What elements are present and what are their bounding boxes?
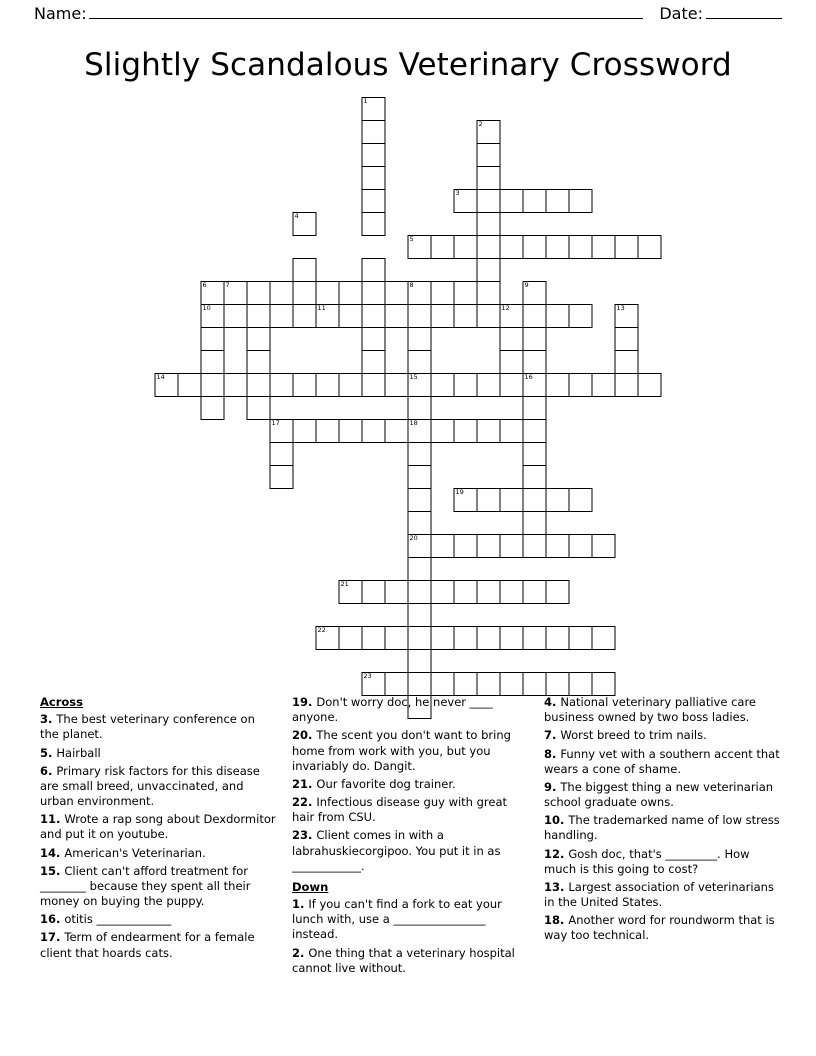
grid-cell[interactable] [247,304,271,328]
across-heading: Across [40,695,83,709]
date-blank-line [706,5,782,19]
grid-cell[interactable] [523,442,547,466]
grid-cell[interactable] [454,626,478,650]
grid-cell[interactable] [247,327,271,351]
cell-number: 23 [363,672,372,680]
grid-cell[interactable] [362,373,386,397]
cell-number: 14 [156,373,165,381]
clue-item [544,913,780,943]
grid-cell[interactable] [477,534,501,558]
clue-text: If you can't find a fork to eat your lunch with, use a ________________ instead. [292,897,502,942]
grid-cell[interactable] [408,281,432,305]
grid-cell[interactable] [569,189,593,213]
clue-item [292,777,528,792]
clue-text: Our favorite dog trainer. [316,776,456,791]
cell-number: 1 [363,97,368,105]
grid-cell[interactable] [201,281,225,305]
grid-cell[interactable] [339,626,363,650]
grid-cell[interactable] [316,281,340,305]
clue-number: 11. [40,812,65,827]
grid-cell[interactable] [270,419,294,443]
grid-cell[interactable] [224,373,248,397]
grid-cell[interactable] [500,672,524,696]
clue-number: 23. [292,828,317,843]
grid-cell[interactable] [454,534,478,558]
grid-cell[interactable] [362,580,386,604]
clue-number: 10. [544,813,569,828]
grid-cell[interactable] [523,235,547,259]
crossword-grid-wrapper [34,97,782,687]
grid-cell[interactable] [454,304,478,328]
clue-item [544,747,780,777]
clues-area [40,695,780,979]
grid-cell[interactable] [247,281,271,305]
grid-cell[interactable] [638,235,662,259]
grid-cell[interactable] [500,626,524,650]
grid-cell[interactable] [569,672,593,696]
grid-cell[interactable] [385,373,409,397]
grid-cell[interactable] [362,212,386,236]
grid-cell[interactable] [293,212,317,236]
grid-cell[interactable] [293,419,317,443]
grid-cell[interactable] [500,235,524,259]
clue-number: 12. [544,846,569,861]
grid-cell[interactable] [477,120,501,144]
clue-text: Funny vet with a southern accent that wears a cone of shame. [544,746,780,776]
grid-cell[interactable] [546,626,570,650]
grid-cell[interactable] [454,189,478,213]
grid-cell[interactable] [454,488,478,512]
grid-cell[interactable] [500,534,524,558]
grid-cell[interactable] [592,534,616,558]
cell-number: 3 [455,189,460,197]
grid-cell[interactable] [155,373,179,397]
clues-column-2 [292,695,528,979]
clue-number: 1. [292,897,309,912]
clue-text: Don't worry doc, he never ____ anyone. [292,695,493,725]
grid-cell[interactable] [615,304,639,328]
grid-cell[interactable] [431,235,455,259]
grid-cell[interactable] [477,258,501,282]
clue-number: 2. [292,945,309,960]
grid-cell[interactable] [523,672,547,696]
clue-item [544,728,780,743]
clue-item [544,880,780,910]
cell-number: 21 [340,580,349,588]
grid-cell[interactable] [523,580,547,604]
grid-cell[interactable] [224,304,248,328]
grid-cell[interactable] [477,626,501,650]
grid-cell[interactable] [247,373,271,397]
cell-number: 6 [202,281,207,289]
grid-cell[interactable] [523,534,547,558]
grid-cell[interactable] [201,373,225,397]
clue-text: One thing that a veterinary hospital cannot live without. [292,945,515,975]
clue-text: Primary risk factors for this disease are small breed, unvaccinated, and urban environment. [40,763,260,809]
grid-cell[interactable] [523,350,547,374]
grid-cell[interactable] [316,626,340,650]
grid-cell[interactable] [500,350,524,374]
date-label: Date: [659,4,703,23]
clue-number: 3. [40,712,57,727]
grid-cell[interactable] [385,580,409,604]
clue-number: 20. [292,728,317,743]
grid-cell[interactable] [408,649,432,673]
clue-number: 15. [40,863,65,878]
grid-cell[interactable] [523,419,547,443]
grid-cell[interactable] [523,373,547,397]
grid-cell[interactable] [408,419,432,443]
grid-cell[interactable] [592,626,616,650]
grid-cell[interactable] [500,189,524,213]
grid-cell[interactable] [500,419,524,443]
grid-cell[interactable] [477,488,501,512]
grid-cell[interactable] [523,304,547,328]
grid-cell[interactable] [431,534,455,558]
name-date-line [34,0,782,23]
grid-cell[interactable] [592,672,616,696]
grid-cell[interactable] [408,511,432,535]
clue-item [40,746,276,761]
grid-cell[interactable] [477,189,501,213]
clue-item [40,812,276,842]
clue-text: Largest association of veterinarians in the United States. [544,879,774,910]
clue-item [292,728,528,774]
grid-cell[interactable] [385,672,409,696]
grid-cell[interactable] [270,304,294,328]
clue-number: 4. [544,695,561,709]
grid-cell[interactable] [408,350,432,374]
clue-text: The biggest thing a new veterinarian school graduate owns. [544,779,774,810]
grid-cell[interactable] [408,603,432,627]
clue-text: American's Veterinarian. [64,845,206,860]
grid-cell[interactable] [178,373,202,397]
clue-item [292,695,528,725]
grid-cell[interactable] [408,442,432,466]
grid-cell[interactable] [431,281,455,305]
name-label: Name: [34,4,87,23]
cell-number: 13 [616,304,625,312]
clue-item [292,828,528,874]
grid-cell[interactable] [569,235,593,259]
clue-number: 9. [544,779,561,794]
clue-number: 22. [292,795,317,810]
clue-number: 7. [544,728,561,743]
grid-cell[interactable] [270,373,294,397]
grid-cell[interactable] [339,373,363,397]
clue-number: 17. [40,930,65,945]
grid-cell[interactable] [316,373,340,397]
cell-number: 5 [409,235,414,243]
grid-cell[interactable] [362,97,386,121]
grid-cell[interactable] [362,304,386,328]
clues-column-3 [544,695,780,979]
grid-cell[interactable] [546,580,570,604]
clue-text: Gosh doc, that's _________. How much is this going to cost? [544,846,750,876]
grid-cell[interactable] [592,235,616,259]
clue-text: Worst breed to trim nails. [560,728,707,743]
grid-cell[interactable] [385,304,409,328]
grid-cell[interactable] [270,281,294,305]
grid-cell[interactable] [293,373,317,397]
grid-cell[interactable] [270,465,294,489]
grid-cell[interactable] [339,304,363,328]
grid-cell[interactable] [500,580,524,604]
grid-cell[interactable] [431,580,455,604]
grid-cell[interactable] [523,189,547,213]
grid-cell[interactable] [293,258,317,282]
clue-number: 19. [292,695,317,709]
grid-cell[interactable] [408,488,432,512]
grid-cell[interactable] [592,373,616,397]
grid-cell[interactable] [339,281,363,305]
clue-number: 8. [544,746,561,761]
clues-column-1 [40,695,276,979]
grid-cell[interactable] [523,281,547,305]
grid-cell[interactable] [408,557,432,581]
grid-cell[interactable] [477,304,501,328]
grid-cell[interactable] [477,373,501,397]
grid-cell[interactable] [546,304,570,328]
cell-number: 15 [409,373,418,381]
grid-cell[interactable] [500,304,524,328]
clue-text: Hairball [56,745,101,760]
grid-cell[interactable] [546,534,570,558]
cell-number: 12 [501,304,510,312]
grid-cell[interactable] [615,373,639,397]
grid-cell[interactable] [569,626,593,650]
grid-cell[interactable] [638,373,662,397]
cell-number: 18 [409,419,418,427]
clue-text: The best veterinary conference on the planet. [40,712,255,742]
clue-text: otitis _____________ [64,912,172,927]
cell-number: 7 [225,281,230,289]
clue-item [40,912,276,927]
grid-cell[interactable] [270,442,294,466]
grid-cell[interactable] [316,419,340,443]
cell-number: 11 [317,304,326,312]
grid-cell[interactable] [454,580,478,604]
grid-cell[interactable] [615,350,639,374]
clue-item [40,712,276,742]
grid-cell[interactable] [385,281,409,305]
cell-number: 10 [202,304,211,312]
grid-cell[interactable] [247,396,271,420]
clue-item [544,847,780,877]
grid-cell[interactable] [500,327,524,351]
cell-number: 19 [455,488,464,496]
cell-number: 8 [409,281,414,289]
clue-text: Term of endearment for a female client that hoards cats. [40,930,255,960]
grid-cell[interactable] [339,580,363,604]
grid-cell[interactable] [408,626,432,650]
crossword-grid[interactable] [155,97,662,719]
grid-cell[interactable] [454,419,478,443]
grid-cell[interactable] [454,672,478,696]
grid-cell[interactable] [546,672,570,696]
grid-cell[interactable] [546,189,570,213]
grid-cell[interactable] [408,672,432,696]
grid-cell[interactable] [454,281,478,305]
grid-cell[interactable] [316,304,340,328]
name-blank-line [89,5,644,19]
clue-item [292,946,528,976]
clue-item [292,897,528,943]
grid-cell[interactable] [500,373,524,397]
grid-cell[interactable] [362,281,386,305]
grid-cell[interactable] [431,419,455,443]
grid-cell[interactable] [408,580,432,604]
grid-cell[interactable] [454,235,478,259]
grid-cell[interactable] [362,258,386,282]
grid-cell[interactable] [362,143,386,167]
grid-cell[interactable] [523,488,547,512]
grid-cell[interactable] [546,373,570,397]
grid-cell[interactable] [362,120,386,144]
grid-cell[interactable] [201,396,225,420]
cell-number: 2 [478,120,483,128]
grid-cell[interactable] [546,488,570,512]
grid-cell[interactable] [408,465,432,489]
grid-cell[interactable] [431,373,455,397]
cell-number: 22 [317,626,326,634]
grid-cell[interactable] [454,373,478,397]
down-heading: Down [292,879,329,894]
grid-cell[interactable] [201,327,225,351]
grid-cell[interactable] [569,534,593,558]
grid-cell[interactable] [569,488,593,512]
grid-cell[interactable] [615,327,639,351]
grid-cell[interactable] [477,166,501,190]
grid-cell[interactable] [408,304,432,328]
clue-text: Client can't afford treatment for ________ because they spent all their money on buying the puppy. [40,863,251,909]
clue-text: Wrote a rap song about Dexdormitor and put it on youtube. [40,812,276,842]
clue-number: 5. [40,745,57,760]
clue-text: The scent you don't want to bring home from work with you, but you invariably do. Dangit. [292,728,511,773]
clue-text: Another word for roundworm that is way too technical. [544,913,775,943]
grid-cell[interactable] [224,281,248,305]
clue-number: 21. [292,776,317,791]
clue-number: 18. [544,913,569,928]
grid-cell[interactable] [477,419,501,443]
grid-cell[interactable] [431,672,455,696]
grid-cell[interactable] [408,235,432,259]
clue-text: National veterinary palliative care business owned by two boss ladies. [544,695,757,725]
grid-cell[interactable] [247,350,271,374]
grid-cell[interactable] [362,350,386,374]
grid-cell[interactable] [362,626,386,650]
grid-cell[interactable] [293,281,317,305]
grid-cell[interactable] [477,212,501,236]
grid-cell[interactable] [569,304,593,328]
cell-number: 16 [524,373,533,381]
clue-item [292,795,528,825]
grid-cell[interactable] [569,373,593,397]
cell-number: 20 [409,534,418,542]
grid-cell[interactable] [362,327,386,351]
clue-item [544,695,780,725]
grid-cell[interactable] [500,488,524,512]
clue-item [40,764,276,810]
grid-cell[interactable] [201,304,225,328]
clue-number: 6. [40,763,57,778]
grid-cell[interactable] [431,304,455,328]
clue-item [544,813,780,843]
grid-cell[interactable] [362,189,386,213]
grid-cell[interactable] [201,350,225,374]
grid-cell[interactable] [615,235,639,259]
clue-text: The trademarked name of low stress handling. [544,813,780,843]
grid-cell[interactable] [362,672,386,696]
grid-cell[interactable] [408,534,432,558]
grid-cell[interactable] [362,166,386,190]
grid-cell[interactable] [477,235,501,259]
clue-text: Client comes in with a labrahuskiecorgipoo. You put it in as ____________. [292,828,501,873]
grid-cell[interactable] [523,626,547,650]
grid-cell[interactable] [477,143,501,167]
clue-item [544,780,780,810]
cell-number: 4 [294,212,299,220]
clue-number: 13. [544,879,569,894]
grid-cell[interactable] [385,626,409,650]
grid-cell[interactable] [408,396,432,420]
grid-cell[interactable] [523,511,547,535]
grid-cell[interactable] [362,419,386,443]
grid-cell[interactable] [408,327,432,351]
grid-cell[interactable] [431,626,455,650]
grid-cell[interactable] [408,373,432,397]
grid-cell[interactable] [339,419,363,443]
clue-number: 14. [40,845,65,860]
grid-cell[interactable] [523,327,547,351]
cell-number: 9 [524,281,529,289]
grid-cell[interactable] [477,580,501,604]
cell-number: 17 [271,419,280,427]
clue-item [40,846,276,861]
grid-cell[interactable] [293,304,317,328]
clue-item [40,930,276,960]
clue-text: Infectious disease guy with great hair from CSU. [292,795,508,825]
grid-cell[interactable] [477,281,501,305]
clue-number: 16. [40,912,65,927]
grid-cell[interactable] [546,235,570,259]
page-title: Slightly Scandalous Veterinary Crossword [84,47,732,83]
grid-cell[interactable] [477,672,501,696]
clue-item [40,864,276,910]
grid-cell[interactable] [385,419,409,443]
grid-cell[interactable] [523,396,547,420]
grid-cell[interactable] [523,465,547,489]
